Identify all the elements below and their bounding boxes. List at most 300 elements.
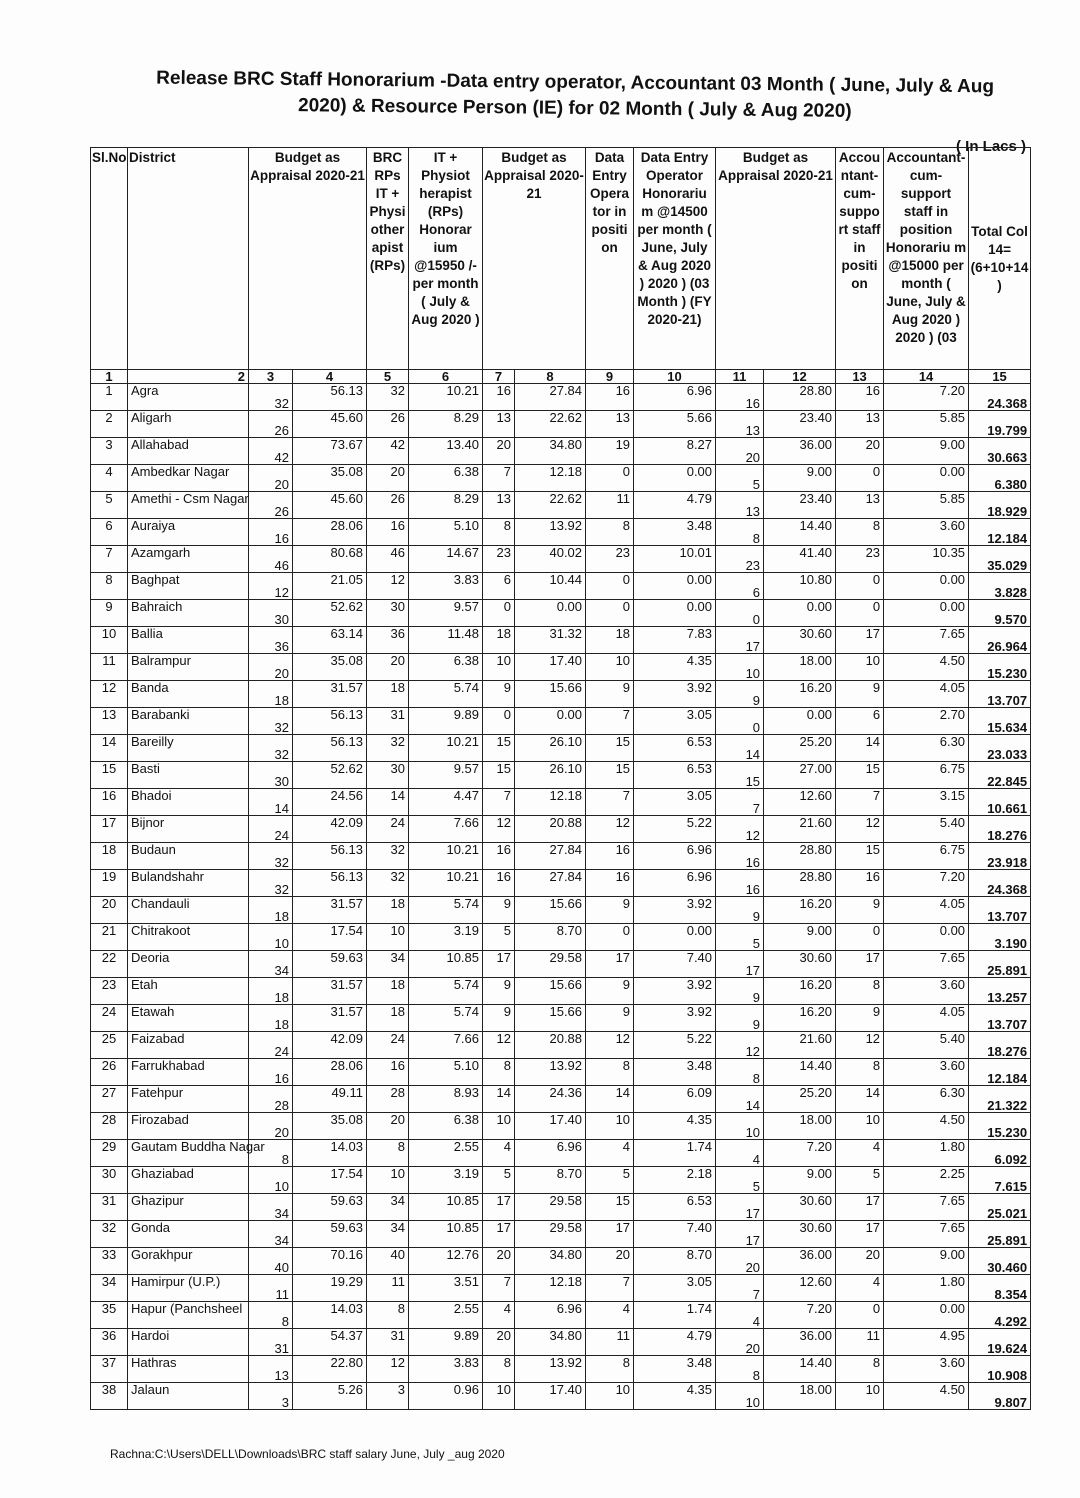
rps-count-budget: 40 (249, 1248, 293, 1275)
accountant-in-position: 10 (836, 654, 884, 681)
rps-count-budget: 8 (249, 1140, 293, 1167)
district-name: Jalaun (128, 1383, 249, 1410)
accountant-budget-amount: 21.60 (764, 816, 836, 843)
rps-count-budget: 20 (249, 1113, 293, 1140)
sl-no: 16 (91, 789, 128, 816)
deo-in-position: 4 (586, 1140, 634, 1167)
rps-in-position: 12 (367, 1356, 409, 1383)
sl-no: 19 (91, 870, 128, 897)
table-row (91, 897, 1031, 924)
rps-honorarium: 9.57 (409, 762, 483, 789)
sl-no: 18 (91, 843, 128, 870)
accountant-honorarium: 7.20 (884, 384, 969, 411)
rps-count-budget: 36 (249, 627, 293, 654)
rps-budget-amount: 59.63 (293, 1194, 367, 1221)
deo-count-budget: 13 (483, 492, 515, 519)
deo-budget-amount: 8.70 (515, 924, 586, 951)
deo-budget-amount: 20.88 (515, 816, 586, 843)
deo-honorarium: 3.05 (634, 708, 716, 735)
sl-no: 33 (91, 1248, 128, 1275)
deo-count-budget: 10 (483, 654, 515, 681)
accountant-in-position: 9 (836, 1005, 884, 1032)
rps-count-budget: 10 (249, 1167, 293, 1194)
table-row (91, 1329, 1031, 1356)
district-name: Bhadoi (128, 789, 249, 816)
table-row (91, 708, 1031, 735)
rps-in-position: 16 (367, 519, 409, 546)
deo-budget-amount: 12.18 (515, 1275, 586, 1302)
rps-in-position: 18 (367, 681, 409, 708)
rps-count-budget: 32 (249, 735, 293, 762)
deo-honorarium: 4.79 (634, 1329, 716, 1356)
deo-in-position: 7 (586, 1275, 634, 1302)
deo-in-position: 17 (586, 1221, 634, 1248)
table-row (91, 519, 1031, 546)
deo-honorarium: 5.22 (634, 1032, 716, 1059)
deo-honorarium: 7.83 (634, 627, 716, 654)
sl-no: 10 (91, 627, 128, 654)
accountant-in-position: 17 (836, 951, 884, 978)
file-path-footer: Rachna:C:\Users\DELL\Downloads\BRC staff salary June, July _aug 2020 (110, 1447, 505, 1461)
header-rps-honorarium: IT + Physiot herapist (RPs) Honorar ium @15950 /- per month ( July & Aug 2020 ) (409, 148, 483, 370)
sl-no: 38 (91, 1383, 128, 1410)
deo-in-position: 8 (586, 1356, 634, 1383)
rps-budget-amount: 28.06 (293, 519, 367, 546)
table-row (91, 951, 1031, 978)
deo-budget-amount: 31.32 (515, 627, 586, 654)
district-name: Allahabad (128, 438, 249, 465)
sl-no: 20 (91, 897, 128, 924)
deo-honorarium: 4.35 (634, 1383, 716, 1410)
rps-count-budget: 30 (249, 600, 293, 627)
deo-budget-amount: 17.40 (515, 654, 586, 681)
district-name: Chitrakoot (128, 924, 249, 951)
rps-in-position: 32 (367, 870, 409, 897)
rps-budget-amount: 28.06 (293, 1059, 367, 1086)
accountant-budget-amount: 36.00 (764, 1248, 836, 1275)
rps-budget-amount: 45.60 (293, 492, 367, 519)
rps-budget-amount: 31.57 (293, 681, 367, 708)
district-name: Azamgarh (128, 546, 249, 573)
deo-count-budget: 15 (483, 735, 515, 762)
total-amount: 25.021 (969, 1194, 1031, 1221)
accountant-budget-amount: 9.00 (764, 465, 836, 492)
rps-budget-amount: 56.13 (293, 843, 367, 870)
rps-count-budget: 34 (249, 1194, 293, 1221)
accountant-budget-amount: 36.00 (764, 438, 836, 465)
accountant-count-budget: 10 (716, 1113, 764, 1140)
rps-in-position: 16 (367, 1059, 409, 1086)
deo-budget-amount: 6.96 (515, 1140, 586, 1167)
column-number: 12 (764, 370, 836, 384)
total-amount: 30.663 (969, 438, 1031, 465)
total-amount: 15.230 (969, 1113, 1031, 1140)
total-amount: 6.380 (969, 465, 1031, 492)
deo-count-budget: 9 (483, 1005, 515, 1032)
table-row (91, 1140, 1031, 1167)
accountant-in-position: 5 (836, 1167, 884, 1194)
rps-in-position: 11 (367, 1275, 409, 1302)
rps-budget-amount: 70.16 (293, 1248, 367, 1275)
accountant-in-position: 7 (836, 789, 884, 816)
rps-in-position: 3 (367, 1383, 409, 1410)
sl-no: 13 (91, 708, 128, 735)
deo-count-budget: 0 (483, 600, 515, 627)
total-amount: 3.190 (969, 924, 1031, 951)
accountant-in-position: 17 (836, 1194, 884, 1221)
rps-budget-amount: 35.08 (293, 654, 367, 681)
rps-in-position: 20 (367, 465, 409, 492)
total-amount: 24.368 (969, 384, 1031, 411)
total-amount: 4.292 (969, 1302, 1031, 1329)
deo-honorarium: 0.00 (634, 600, 716, 627)
deo-honorarium: 3.92 (634, 978, 716, 1005)
rps-budget-amount: 56.13 (293, 384, 367, 411)
deo-in-position: 0 (586, 600, 634, 627)
deo-honorarium: 5.66 (634, 411, 716, 438)
district-name: Faizabad (128, 1032, 249, 1059)
rps-honorarium: 9.89 (409, 708, 483, 735)
accountant-budget-amount: 36.00 (764, 1329, 836, 1356)
accountant-honorarium: 4.05 (884, 1005, 969, 1032)
rps-honorarium: 10.21 (409, 735, 483, 762)
column-number: 8 (515, 370, 586, 384)
deo-budget-amount: 34.80 (515, 1329, 586, 1356)
accountant-count-budget: 16 (716, 843, 764, 870)
deo-in-position: 15 (586, 735, 634, 762)
rps-in-position: 24 (367, 1032, 409, 1059)
accountant-in-position: 12 (836, 1032, 884, 1059)
accountant-honorarium: 4.95 (884, 1329, 969, 1356)
sl-no: 23 (91, 978, 128, 1005)
deo-count-budget: 5 (483, 1167, 515, 1194)
rps-in-position: 10 (367, 1167, 409, 1194)
accountant-budget-amount: 16.20 (764, 897, 836, 924)
column-number: 14 (884, 370, 969, 384)
deo-honorarium: 6.09 (634, 1086, 716, 1113)
total-amount: 18.276 (969, 816, 1031, 843)
sl-no: 28 (91, 1113, 128, 1140)
accountant-honorarium: 2.70 (884, 708, 969, 735)
accountant-budget-amount: 25.20 (764, 735, 836, 762)
accountant-count-budget: 6 (716, 573, 764, 600)
rps-count-budget: 32 (249, 384, 293, 411)
sl-no: 14 (91, 735, 128, 762)
deo-honorarium: 0.00 (634, 924, 716, 951)
table-row (91, 600, 1031, 627)
accountant-honorarium: 6.30 (884, 1086, 969, 1113)
deo-honorarium: 6.96 (634, 870, 716, 897)
table-row (91, 1302, 1031, 1329)
accountant-count-budget: 9 (716, 978, 764, 1005)
rps-honorarium: 5.74 (409, 897, 483, 924)
deo-in-position: 13 (586, 411, 634, 438)
rps-count-budget: 32 (249, 708, 293, 735)
rps-honorarium: 10.21 (409, 843, 483, 870)
rps-in-position: 46 (367, 546, 409, 573)
title-line-1: Release BRC Staff Honorarium -Data entry operator, Accountant 03 Month ( June, July & Aug (156, 67, 995, 98)
deo-budget-amount: 26.10 (515, 762, 586, 789)
deo-in-position: 20 (586, 1248, 634, 1275)
rps-honorarium: 3.51 (409, 1275, 483, 1302)
accountant-honorarium: 0.00 (884, 573, 969, 600)
accountant-budget-amount: 30.60 (764, 951, 836, 978)
deo-in-position: 18 (586, 627, 634, 654)
deo-count-budget: 12 (483, 816, 515, 843)
deo-count-budget: 10 (483, 1113, 515, 1140)
deo-count-budget: 12 (483, 1032, 515, 1059)
accountant-honorarium: 7.20 (884, 870, 969, 897)
deo-budget-amount: 15.66 (515, 1005, 586, 1032)
column-number: 15 (969, 370, 1031, 384)
deo-in-position: 14 (586, 1086, 634, 1113)
deo-honorarium: 8.27 (634, 438, 716, 465)
sl-no: 29 (91, 1140, 128, 1167)
district-name: Ballia (128, 627, 249, 654)
column-number: 3 (249, 370, 293, 384)
rps-count-budget: 30 (249, 762, 293, 789)
deo-in-position: 16 (586, 384, 634, 411)
rps-in-position: 42 (367, 438, 409, 465)
accountant-count-budget: 0 (716, 708, 764, 735)
accountant-count-budget: 7 (716, 1275, 764, 1302)
rps-honorarium: 7.66 (409, 1032, 483, 1059)
rps-honorarium: 10.21 (409, 870, 483, 897)
accountant-in-position: 20 (836, 438, 884, 465)
deo-honorarium: 1.74 (634, 1140, 716, 1167)
accountant-in-position: 0 (836, 573, 884, 600)
district-name: Basti (128, 762, 249, 789)
rps-count-budget: 18 (249, 897, 293, 924)
total-amount: 3.828 (969, 573, 1031, 600)
accountant-in-position: 20 (836, 1248, 884, 1275)
rps-count-budget: 32 (249, 843, 293, 870)
table-row (91, 1167, 1031, 1194)
table-row (91, 1032, 1031, 1059)
district-name: Hamirpur (U.P.) (128, 1275, 249, 1302)
accountant-in-position: 0 (836, 1302, 884, 1329)
accountant-budget-amount: 41.40 (764, 546, 836, 573)
table-row (91, 924, 1031, 951)
accountant-count-budget: 12 (716, 1032, 764, 1059)
table-row (91, 438, 1031, 465)
table-row (91, 1248, 1031, 1275)
accountant-budget-amount: 30.60 (764, 1194, 836, 1221)
column-number: 10 (634, 370, 716, 384)
rps-budget-amount: 14.03 (293, 1140, 367, 1167)
deo-in-position: 9 (586, 1005, 634, 1032)
deo-count-budget: 8 (483, 1356, 515, 1383)
rps-budget-amount: 31.57 (293, 1005, 367, 1032)
table-row (91, 465, 1031, 492)
rps-honorarium: 7.66 (409, 816, 483, 843)
rps-count-budget: 18 (249, 681, 293, 708)
district-name: Gorakhpur (128, 1248, 249, 1275)
deo-budget-amount: 27.84 (515, 870, 586, 897)
rps-honorarium: 10.85 (409, 1194, 483, 1221)
sl-no: 26 (91, 1059, 128, 1086)
table-row (91, 1194, 1031, 1221)
header-deo-in-position: Data Entry Opera tor in positi on (586, 148, 634, 370)
rps-budget-amount: 17.54 (293, 924, 367, 951)
sl-no: 36 (91, 1329, 128, 1356)
accountant-count-budget: 10 (716, 654, 764, 681)
total-amount: 10.661 (969, 789, 1031, 816)
deo-count-budget: 16 (483, 843, 515, 870)
rps-budget-amount: 24.56 (293, 789, 367, 816)
rps-in-position: 18 (367, 1005, 409, 1032)
rps-in-position: 18 (367, 978, 409, 1005)
header-budget-deo: Budget as Appraisal 2020-21 (483, 148, 586, 370)
deo-count-budget: 7 (483, 789, 515, 816)
district-name: Gonda (128, 1221, 249, 1248)
accountant-in-position: 23 (836, 546, 884, 573)
deo-honorarium: 6.53 (634, 1194, 716, 1221)
district-name: Banda (128, 681, 249, 708)
column-number: 7 (483, 370, 515, 384)
district-name: Barabanki (128, 708, 249, 735)
column-number: 13 (836, 370, 884, 384)
accountant-in-position: 0 (836, 924, 884, 951)
accountant-count-budget: 8 (716, 1059, 764, 1086)
header-brc-rps: BRC RPs IT + Physi other apist (RPs) (367, 148, 409, 370)
rps-honorarium: 5.74 (409, 978, 483, 1005)
rps-in-position: 24 (367, 816, 409, 843)
accountant-honorarium: 4.50 (884, 1113, 969, 1140)
rps-budget-amount: 52.62 (293, 762, 367, 789)
accountant-in-position: 9 (836, 681, 884, 708)
column-number: 9 (586, 370, 634, 384)
accountant-in-position: 15 (836, 843, 884, 870)
accountant-budget-amount: 12.60 (764, 1275, 836, 1302)
rps-count-budget: 12 (249, 573, 293, 600)
accountant-honorarium: 9.00 (884, 438, 969, 465)
header-accountant-honorarium: Accountant-cum-support staff in position Honorariu m @15000 per month ( June, July & Aug 2020 ) 2020 ) (03 (884, 148, 969, 370)
rps-budget-amount: 52.62 (293, 600, 367, 627)
accountant-count-budget: 16 (716, 870, 764, 897)
rps-in-position: 34 (367, 1221, 409, 1248)
deo-honorarium: 3.05 (634, 789, 716, 816)
rps-honorarium: 5.74 (409, 681, 483, 708)
accountant-count-budget: 4 (716, 1140, 764, 1167)
deo-in-position: 0 (586, 573, 634, 600)
deo-in-position: 9 (586, 681, 634, 708)
total-amount: 21.322 (969, 1086, 1031, 1113)
rps-count-budget: 10 (249, 924, 293, 951)
column-number-row (91, 370, 1031, 384)
deo-budget-amount: 29.58 (515, 1194, 586, 1221)
accountant-honorarium: 0.00 (884, 1302, 969, 1329)
accountant-budget-amount: 16.20 (764, 978, 836, 1005)
header-accountant-in-position: Accou ntant-cum-suppo rt staff in positi on (836, 148, 884, 370)
table-row (91, 1059, 1031, 1086)
deo-honorarium: 4.79 (634, 492, 716, 519)
rps-budget-amount: 21.05 (293, 573, 367, 600)
rps-honorarium: 10.85 (409, 1221, 483, 1248)
rps-honorarium: 13.40 (409, 438, 483, 465)
rps-budget-amount: 17.54 (293, 1167, 367, 1194)
rps-honorarium: 2.55 (409, 1302, 483, 1329)
accountant-count-budget: 9 (716, 897, 764, 924)
deo-budget-amount: 15.66 (515, 681, 586, 708)
accountant-honorarium: 6.30 (884, 735, 969, 762)
honorarium-table (90, 147, 1031, 1410)
sl-no: 37 (91, 1356, 128, 1383)
rps-count-budget: 31 (249, 1329, 293, 1356)
deo-budget-amount: 15.66 (515, 978, 586, 1005)
sl-no: 34 (91, 1275, 128, 1302)
sl-no: 22 (91, 951, 128, 978)
accountant-budget-amount: 7.20 (764, 1302, 836, 1329)
total-amount: 13.257 (969, 978, 1031, 1005)
rps-budget-amount: 80.68 (293, 546, 367, 573)
accountant-in-position: 13 (836, 411, 884, 438)
deo-count-budget: 18 (483, 627, 515, 654)
accountant-in-position: 4 (836, 1140, 884, 1167)
district-name: Etawah (128, 1005, 249, 1032)
rps-honorarium: 6.38 (409, 465, 483, 492)
district-name: Ambedkar Nagar (128, 465, 249, 492)
rps-count-budget: 14 (249, 789, 293, 816)
deo-count-budget: 6 (483, 573, 515, 600)
deo-in-position: 9 (586, 897, 634, 924)
district-name: Bahraich (128, 600, 249, 627)
accountant-honorarium: 3.15 (884, 789, 969, 816)
accountant-in-position: 8 (836, 519, 884, 546)
sl-no: 1 (91, 384, 128, 411)
deo-count-budget: 4 (483, 1140, 515, 1167)
accountant-honorarium: 7.65 (884, 951, 969, 978)
rps-budget-amount: 56.13 (293, 708, 367, 735)
rps-budget-amount: 63.14 (293, 627, 367, 654)
accountant-in-position: 12 (836, 816, 884, 843)
deo-honorarium: 5.22 (634, 816, 716, 843)
accountant-count-budget: 5 (716, 1167, 764, 1194)
rps-in-position: 26 (367, 411, 409, 438)
accountant-budget-amount: 18.00 (764, 654, 836, 681)
rps-in-position: 10 (367, 924, 409, 951)
sl-no: 2 (91, 411, 128, 438)
accountant-count-budget: 17 (716, 1221, 764, 1248)
rps-honorarium: 3.19 (409, 924, 483, 951)
deo-in-position: 0 (586, 465, 634, 492)
deo-honorarium: 8.70 (634, 1248, 716, 1275)
deo-in-position: 12 (586, 1032, 634, 1059)
rps-honorarium: 14.67 (409, 546, 483, 573)
rps-budget-amount: 54.37 (293, 1329, 367, 1356)
total-amount: 19.799 (969, 411, 1031, 438)
total-amount: 7.615 (969, 1167, 1031, 1194)
rps-budget-amount: 42.09 (293, 1032, 367, 1059)
deo-honorarium: 3.05 (634, 1275, 716, 1302)
rps-in-position: 8 (367, 1302, 409, 1329)
rps-honorarium: 6.38 (409, 654, 483, 681)
deo-in-position: 16 (586, 843, 634, 870)
accountant-honorarium: 5.85 (884, 492, 969, 519)
deo-budget-amount: 15.66 (515, 897, 586, 924)
deo-budget-amount: 22.62 (515, 411, 586, 438)
deo-in-position: 15 (586, 1194, 634, 1221)
rps-count-budget: 24 (249, 816, 293, 843)
rps-count-budget: 18 (249, 978, 293, 1005)
rps-count-budget: 32 (249, 870, 293, 897)
deo-count-budget: 14 (483, 1086, 515, 1113)
rps-count-budget: 46 (249, 546, 293, 573)
rps-in-position: 36 (367, 627, 409, 654)
table-row (91, 789, 1031, 816)
header-total: Total Col 14=(6+10+14 ) (969, 148, 1031, 370)
accountant-in-position: 11 (836, 1329, 884, 1356)
